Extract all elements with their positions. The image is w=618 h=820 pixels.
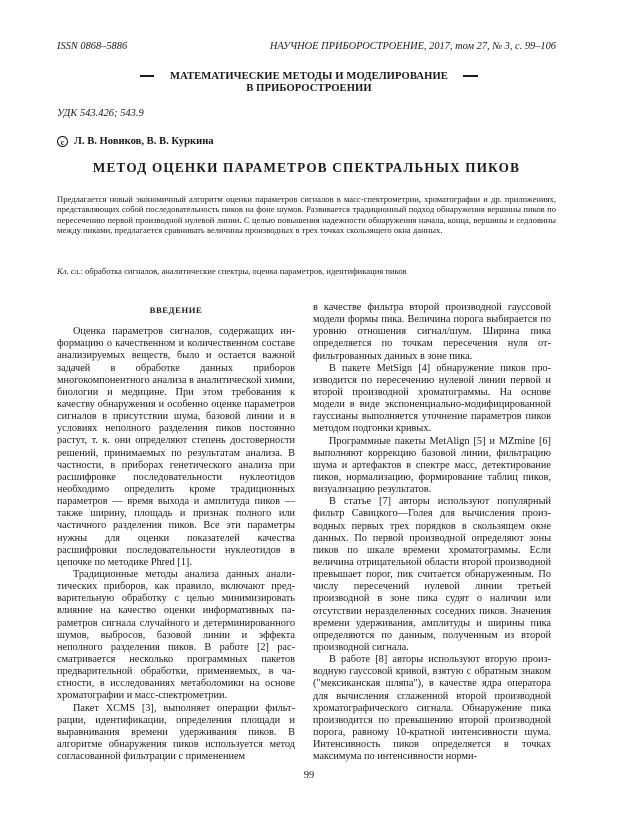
keywords-label: Кл. сл. bbox=[57, 266, 81, 276]
left-column bbox=[57, 296, 295, 763]
section-title-line1: МАТЕМАТИЧЕСКИЕ МЕТОДЫ И МОДЕЛИРОВАНИЕ bbox=[170, 71, 448, 82]
journal-issn: ISSN 0868–5886 bbox=[57, 41, 128, 52]
page-number: 99 bbox=[303, 770, 315, 781]
keywords-text: : обработка сигналов, аналитические спектры, оценка параметров, идентификация пиков bbox=[80, 266, 407, 276]
paragraph: Оценка параметров сигналов, содержащих информацию о качественном и количественном составе анализируемых веществ, было и остается важной задачей в обработке данных приборов многокомпонентного анализа в аналитической химии, биологии и медицине. При этом требования к качеству обнаружения и особенно оценке параметров сигналов в присутствии шума, базовой линии и в условиях неполного разделения пиков постоянно растут, т. к. они определяют степень достоверности решений, принимаемых по результатам анализа. В частности, в приборах генетического анализа при расшифровке последовательности нуклеотидов необходимо определить кроме традиционных параметров — время выхода и амплитуда пиков — также ширину, площадь и признак полного или частичного разделения пиков. Все эти параметры нужны для оценки показателей качества расшифровки последовательности нуклеотидов в цепочке по методике Phred [1]. bbox=[57, 326, 295, 568]
authors-names: Л. В. Новиков, В. В. Куркина bbox=[74, 136, 214, 147]
intro-heading: ВВЕДЕНИЕ bbox=[149, 305, 203, 315]
paragraph: В работе [8] авторы используют вторую производную гауссовой кривой, взятую с обратным знаком ("мексиканская шляпа"), в качестве ядра оператора для вычисления сглаженной второй производной хроматографического сигнала. Обнаружение пика производится по превышению второй производной порога, равному 10-кратной интенсивности шума. Интенсивность пиков определяется в точках максимума по интенсивности норми- bbox=[313, 654, 551, 763]
abstract bbox=[57, 194, 556, 236]
paragraph: В статье [7] авторы используют популярный фильтр Савицкого—Голея для вычисления производных первых трех порядков в скользящем окне данных. По первой производной определяют зоны пиков по шкале времени хроматограммы. Если величина отрицательной области второй производной превышает порог, пик считается обнаруженным. По числу пересечений нулевой линии третьей производной в зоне пика судят о наличии или отсутствии неразделенных соседних пиков. Значения времени удерживания, амплитуды и ширины пика определяются по данным, полученным из второй производной сигнала. bbox=[313, 496, 551, 653]
article-title: МЕТОД ОЦЕНКИ ПАРАМЕТРОВ СПЕКТРАЛЬНЫХ ПИКОВ bbox=[92, 160, 521, 175]
section-title-line2: В ПРИБОРОСТРОЕНИИ bbox=[246, 83, 372, 94]
right-column bbox=[313, 302, 551, 763]
paragraph: В пакете MetSign [4] обнаружение пиков производится по пересечению нулевой линии первой и второй производной хроматограммы. На основе модели в виде экспоненциально-модифицированной гауссианы выполняется уточнение параметров пиков методом подгонки кривых. bbox=[313, 362, 551, 435]
abstract-text: Предлагается новый экономичный алгоритм оценки параметров сигналов в масс-спектрометрии, хроматографии и др. приложениях, представляющих собой последовательность пиков на фоне шумов. Развивается традиционный подход обнаружения вершины пиков по пересечению первой производной нулевой линии. С целью повышения надежности обнаружения начала, конца, вершины и седловины между пиками, предлагается сравнивать величины производных в трех точках скользящего окна данных. bbox=[57, 194, 556, 236]
journal-reference: НАУЧНОЕ ПРИБОРОСТРОЕНИЕ, 2017, том 27, № 3, с. 99–106 bbox=[269, 41, 556, 52]
authors bbox=[57, 136, 214, 147]
paragraph: в качестве фильтра второй производной гауссовой модели формы пика. Величина порога выбирается по уровню отношения сигнал/шум. Ширина пика определяется по точкам пересечения нуля отфильтрованных данных в зоне пика. bbox=[313, 302, 551, 362]
paragraph: Традиционные методы анализа данных аналитических приборов, как правило, включают предварительную обработку с целью минимизировать влияние на качество оценки информативных параметров сигнала случайного и детерминированного шумов, выбросов, базовой линии и эффекта неполного разделения пиков. В работе [2] рассматривается несколько программных пакетов предварительной обработки, применяемых, в частности, в исследованиях метаболомики на основе хроматографии и масс-спектрометрии. bbox=[57, 568, 295, 702]
paragraph: Пакет XCMS [3], выполняет операции фильтрации, идентификации, определения площади и выравнивания времени удерживания пиков. В алгоритме обнаружения пиков используется метод согласованной фильтрации с применением bbox=[57, 702, 295, 763]
copyright-icon: c bbox=[57, 136, 68, 147]
keywords bbox=[57, 266, 556, 276]
paragraph: Программные пакеты MetAlign [5] и MZmine [6] выполняют коррекцию базовой линии, фильтрацию шума и артефактов в спектре масс, детектирование пиков, нормализацию, формирование таблиц пиков, визуализацию результатов. bbox=[313, 435, 551, 496]
udk-code: УДК 543.426; 543.9 bbox=[57, 108, 144, 119]
section-title bbox=[140, 71, 478, 95]
